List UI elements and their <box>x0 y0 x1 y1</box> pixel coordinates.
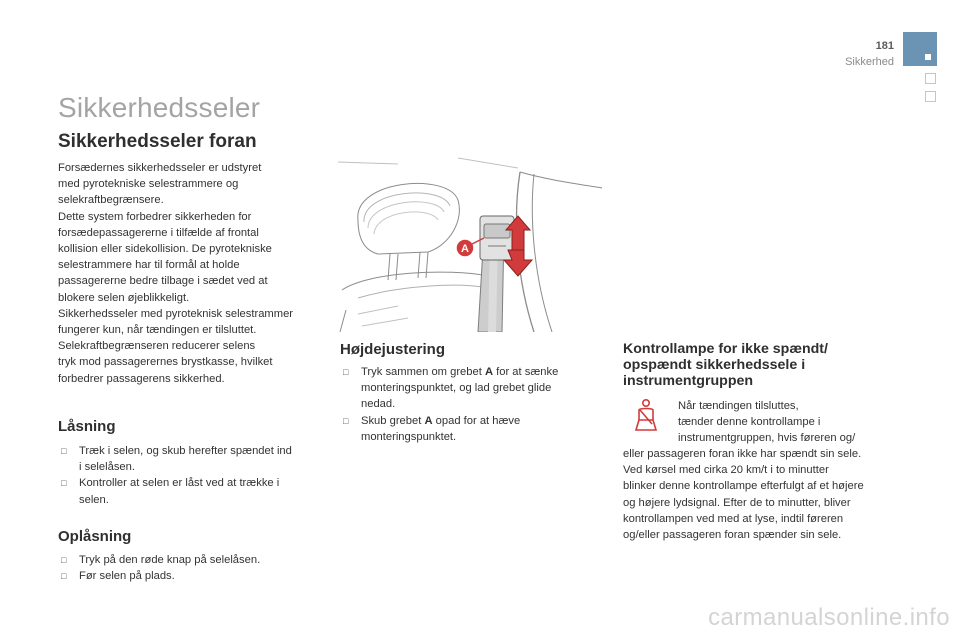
list-item <box>58 475 320 507</box>
text-line: med pyrotekniske selestrammere og <box>58 178 239 191</box>
checkbox-bullet-icon: □ <box>61 571 67 582</box>
intro-paragraph <box>58 160 320 387</box>
watermark: carmanualsonline.info <box>708 604 950 631</box>
list-item <box>58 552 320 568</box>
text-line: og/eller passageren foran spænder sin sele. <box>623 529 842 542</box>
checkbox-bullet-icon: □ <box>61 478 67 489</box>
checkbox-bullet-icon: □ <box>343 367 349 377</box>
text-line: Kontrollampe for ikke spændt/ <box>623 341 828 357</box>
text-line: kollision eller sidekollision. De pyrotekniske <box>58 243 272 256</box>
text-line: Ved kørsel med cirka 20 km/t i to minutter <box>623 464 829 477</box>
text-line: blinker denne kontrollampe efterfulgt af et højere <box>623 480 864 493</box>
text-line: Når tændingen tilsluttes, <box>678 400 799 412</box>
text-line: eller passageren foran ikke har spændt sin sele. <box>623 448 862 460</box>
locking-list <box>58 443 320 508</box>
text-line: Før selen på plads. <box>79 570 175 583</box>
section-tab[interactable] <box>925 91 936 102</box>
height-adjust-heading: Højdejustering <box>340 341 446 358</box>
text-line: selekraftbegrænsere. <box>58 194 164 207</box>
section-tab-active[interactable] <box>903 32 937 66</box>
text-line: Sikkerhedsseler med pyroteknisk selestrammer <box>58 307 294 320</box>
list-item <box>340 364 590 413</box>
label-a-text: A <box>461 243 469 255</box>
text-line: i selelåsen. <box>79 461 135 474</box>
checkbox-bullet-icon: □ <box>61 446 67 456</box>
text-line: tryk mod passagerernes brystkasse, hvilket <box>58 356 273 369</box>
height-adjust-list <box>340 364 590 445</box>
section-label: Sikkerhed <box>845 56 894 68</box>
text-line: Forsædernes sikkerhedsseler er udstyret <box>58 162 262 174</box>
checkbox-bullet-icon: □ <box>343 415 349 426</box>
text-fragment: Tryk sammen om grebet <box>361 366 485 378</box>
text-line: monteringspunktet. <box>361 430 457 443</box>
checkbox-bullet-icon: □ <box>61 555 67 565</box>
locking-heading: Låsning <box>58 418 116 435</box>
text-fragment: Skub grebet <box>361 414 425 427</box>
page-title: Sikkerhedsseler <box>58 92 261 123</box>
text-line: Selekraftbegrænseren reducerer selens <box>58 340 256 353</box>
text-line <box>361 413 590 429</box>
text-line: selestrammere har til formål at holde <box>58 259 240 272</box>
section-tab[interactable] <box>925 73 936 84</box>
text-line: passagererne bedre tilbage i sædet ved at <box>58 275 268 288</box>
text-line: instrumentgruppen, hvis føreren og/ <box>678 432 856 445</box>
text-line: tænder denne kontrollampe i <box>678 416 821 429</box>
warning-lamp-heading <box>623 341 893 389</box>
text-line: forsædepassagererne i tilfælde af frontal <box>58 226 259 239</box>
warning-lamp-body <box>623 446 893 543</box>
text-line: selen. <box>79 493 109 506</box>
list-item <box>58 568 320 584</box>
list-item <box>340 413 590 445</box>
tab-marker-icon <box>925 54 931 60</box>
text-line: Tryk på den røde knap på selelåsen. <box>79 554 261 566</box>
text-line: opspændt sikkerhedssele i <box>623 357 806 373</box>
headrest-outline <box>358 183 460 254</box>
text-line: forbedrer passagerens sikkerhed. <box>58 372 225 385</box>
seatbelt-warning-icon <box>632 398 660 432</box>
text-line: instrumentgruppen <box>623 373 754 389</box>
warning-lamp-intro <box>678 398 888 447</box>
seat-belt-illustration <box>338 150 604 332</box>
text-line: Dette system forbedrer sikkerheden for <box>58 210 252 223</box>
bold-label: A <box>484 366 494 378</box>
text-line: Kontroller at selen er låst ved at trække i <box>79 477 280 490</box>
text-line: blokere selen øjeblikkeligt. <box>58 291 190 304</box>
list-item <box>58 443 320 475</box>
text-line: nedad. <box>361 398 396 411</box>
section-subtitle: Sikkerhedsseler foran <box>58 131 257 152</box>
unlocking-heading: Oplåsning <box>58 528 132 545</box>
text-fragment: opad for at hæve <box>432 414 521 427</box>
page-number: 181 <box>875 40 894 52</box>
text-line: kontrollampen ved med at lyse, indtil føreren <box>623 512 844 525</box>
text-line <box>361 364 590 380</box>
text-line: monteringspunktet, og lad grebet glide <box>361 382 552 395</box>
unlocking-list <box>58 552 320 584</box>
text-line: Træk i selen, og skub herefter spændet ind <box>79 445 292 457</box>
text-fragment: for at sænke <box>493 366 559 378</box>
text-line: fungerer kun, når tændingen er tilsluttet. <box>58 324 257 337</box>
text-line: og højere lydsignal. Efter de to minutter, bliver <box>623 496 851 509</box>
bold-label: A <box>424 414 433 427</box>
